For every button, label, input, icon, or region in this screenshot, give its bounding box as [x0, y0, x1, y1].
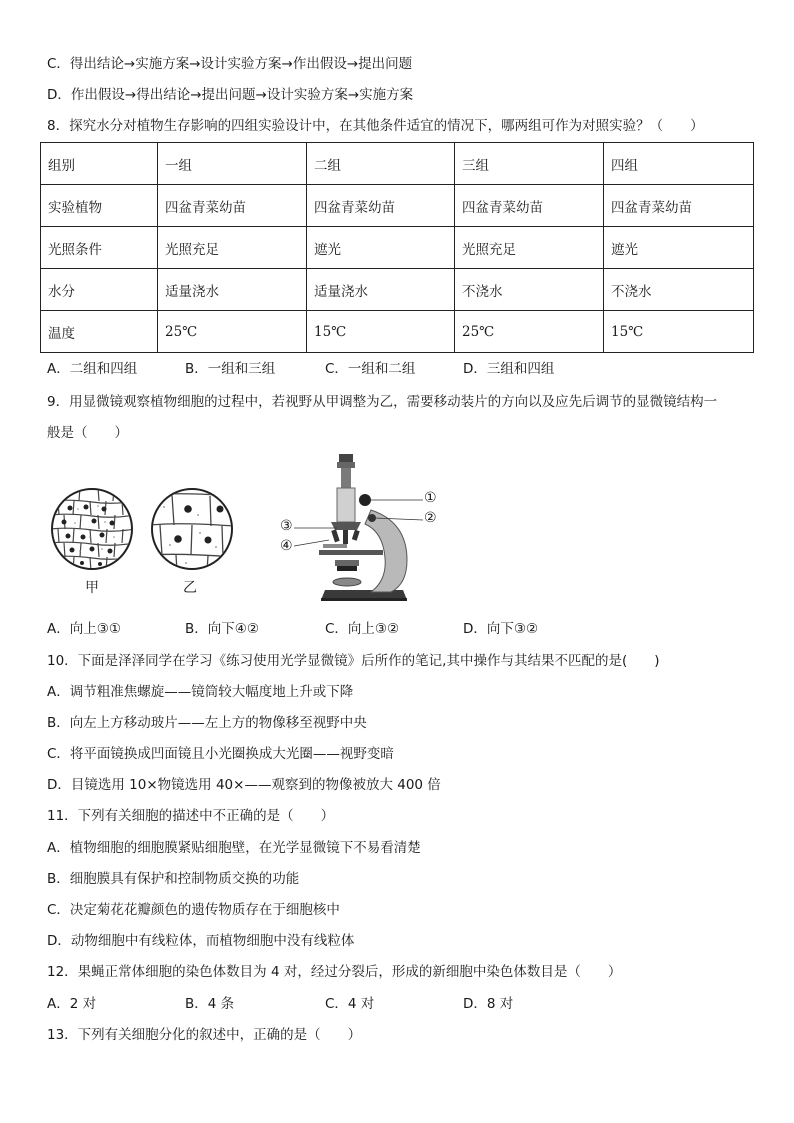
table-cell: 遮光 — [604, 227, 754, 269]
q12-option-a: A．2 对 — [47, 996, 97, 1012]
table-row — [41, 227, 754, 269]
q11-option-c: C．决定菊花花瓣颜色的遗传物质存在于细胞核中 — [47, 902, 340, 918]
q8-stem: 8．探究水分对植物生存影响的四组实验设计中，在其他条件适宜的情况下，哪两组可作为对照实验？（ ） — [47, 118, 704, 134]
table-cell: 水分 — [41, 269, 158, 311]
q9-figure — [50, 452, 450, 612]
label-jia: 甲 — [85, 580, 99, 596]
table-cell: 不浇水 — [604, 269, 754, 311]
q9-option-d: D．向下③② — [463, 621, 539, 637]
table-cell: 三组 — [455, 143, 604, 185]
q9-option-c: C．向上③② — [325, 621, 400, 637]
q12-stem: 12．果蝇正常体细胞的染色体数目为 4 对，经过分裂后，形成的新细胞中染色体数目是（ ） — [47, 964, 622, 980]
q10-option-d: D．目镜选用 10×物镜选用 40×——观察到的物像被放大 400 倍 — [47, 777, 441, 793]
q8-option-b: B．一组和三组 — [185, 361, 276, 377]
q12-option-c: C．4 对 — [325, 996, 375, 1012]
q11-option-b: B．细胞膜具有保护和控制物质交换的功能 — [47, 871, 300, 887]
table-cell: 四盆青菜幼苗 — [158, 185, 307, 227]
q12-option-d: D．8 对 — [463, 996, 514, 1012]
q11-option-d: D．动物细胞中有线粒体，而植物细胞中没有线粒体 — [47, 933, 355, 949]
table-cell: 光照充足 — [455, 227, 604, 269]
field-of-view-jia-image — [50, 487, 134, 571]
table-cell: 四盆青菜幼苗 — [604, 185, 754, 227]
table-cell: 二组 — [307, 143, 455, 185]
table-cell: 光照条件 — [41, 227, 158, 269]
table-cell: 温度 — [41, 311, 158, 353]
table-cell: 25℃ — [455, 311, 604, 353]
table-cell: 适量浇水 — [307, 269, 455, 311]
q9-stem-line2: 般是（ ） — [47, 425, 128, 441]
q9-stem-line1: 9．用显微镜观察植物细胞的过程中，若视野从甲调整为乙，需要移动装片的方向以及应先后调节的显微镜结构一 — [47, 394, 718, 410]
table-cell: 组别 — [41, 143, 158, 185]
q12-option-b: B．4 条 — [185, 996, 235, 1012]
q11-stem: 11．下列有关细胞的描述中不正确的是（ ） — [47, 808, 335, 824]
table-cell: 一组 — [158, 143, 307, 185]
table-row — [41, 311, 754, 353]
q8-option-a: A．二组和四组 — [47, 361, 138, 377]
q9-option-a: A．向上③① — [47, 621, 121, 637]
label-4: ④ — [280, 538, 293, 554]
q10-option-a: A．调节粗准焦螺旋——镜筒较大幅度地上升或下降 — [47, 684, 354, 700]
table-cell: 15℃ — [604, 311, 754, 353]
q9-option-b: B．向下④② — [185, 621, 259, 637]
q7-option-d: D．作出假设→得出结论→提出问题→设计实验方案→实施方案 — [47, 87, 414, 103]
table-cell: 15℃ — [307, 311, 455, 353]
label-3: ③ — [280, 518, 293, 534]
table-cell: 光照充足 — [158, 227, 307, 269]
table-cell: 25℃ — [158, 311, 307, 353]
q13-stem: 13．下列有关细胞分化的叙述中，正确的是（ ） — [47, 1027, 362, 1043]
q8-option-d: D．三组和四组 — [463, 361, 555, 377]
table-cell: 遮光 — [307, 227, 455, 269]
q10-option-c: C．将平面镜换成凹面镜且小光圈换成大光圈——视野变暗 — [47, 746, 394, 762]
q10-option-b: B．向左上方移动玻片——左上方的物像移至视野中央 — [47, 715, 367, 731]
q8-experiment-table — [40, 142, 754, 353]
field-of-view-yi-image — [150, 487, 234, 571]
q8-option-c: C．一组和二组 — [325, 361, 416, 377]
label-2: ② — [424, 510, 437, 526]
q11-option-a: A．植物细胞的细胞膜紧贴细胞壁，在光学显微镜下不易看清楚 — [47, 840, 421, 856]
table-cell: 四盆青菜幼苗 — [455, 185, 604, 227]
table-row — [41, 185, 754, 227]
label-yi: 乙 — [183, 580, 197, 596]
table-cell: 四盆青菜幼苗 — [307, 185, 455, 227]
label-1: ① — [424, 490, 437, 506]
q10-stem: 10．下面是泽泽同学在学习《练习使用光学显微镜》后所作的笔记,其中操作与其结果不匹配的是( ) — [47, 653, 660, 669]
microscope-image — [275, 452, 450, 612]
table-cell: 适量浇水 — [158, 269, 307, 311]
q7-option-c: C．得出结论→实施方案→设计实验方案→作出假设→提出问题 — [47, 56, 413, 72]
table-header-row — [41, 143, 754, 185]
table-cell: 不浇水 — [455, 269, 604, 311]
table-cell: 四组 — [604, 143, 754, 185]
table-cell: 实验植物 — [41, 185, 158, 227]
table-row — [41, 269, 754, 311]
